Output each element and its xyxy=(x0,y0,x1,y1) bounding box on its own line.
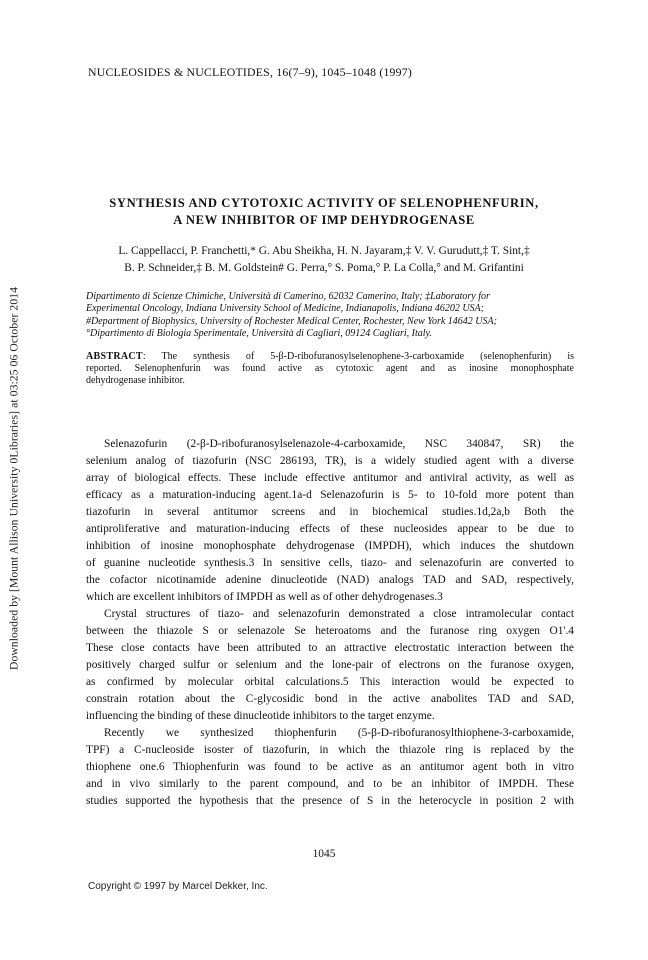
body-line: influencing the binding of these dinucleotide inhibitors to the target enzyme. xyxy=(86,710,435,722)
copyright-notice: Copyright © 1997 by Marcel Dekker, Inc. xyxy=(88,881,268,892)
body-line: tiazofurin in several antitumor screens and in biochemical studies.1d,2a,b Both the xyxy=(86,506,574,518)
body-line: These close contacts have been attributed to an attractive electrostatic interaction between the xyxy=(86,642,574,654)
page-number: 1045 xyxy=(312,848,336,860)
body-line: array of biological effects. These include effective antitumor and antiviral activity, as well as xyxy=(86,472,574,484)
body-line: inhibition of inosine monophosphate dehydrogenase (IMPDH), which induces the shutdown xyxy=(86,540,574,552)
body-line: Crystal structures of tiazo- and selenazofurin demonstrated a close intramolecular contact xyxy=(104,608,574,620)
body-line: and in vivo similarly to the parent compound, and to be an inhibitor of IMPDH. These xyxy=(86,778,574,790)
body-line: studies supported the hypothesis that the presence of S in the heterocycle in position 2 with xyxy=(86,795,574,807)
abstract-line: reported. Selenophenfurin was found active as cytotoxic agent and as inosine monophosphate xyxy=(86,363,574,374)
journal-header: NUCLEOSIDES & NUCLEOTIDES, 16(7–9), 1045–1048 (1997) xyxy=(88,65,412,79)
author-line-1: L. Cappellacci, P. Franchetti,* G. Abu Sheikha, H. N. Jayaram,‡ V. V. Gurudutt,‡ T. Sint,‡ xyxy=(118,245,530,257)
title-line-2: A NEW INHIBITOR OF IMP DEHYDROGENASE xyxy=(173,213,475,227)
affiliation-line: #Department of Biophysics, University of Rochester Medical Center, Rochester, New York 14642 USA; xyxy=(86,315,497,327)
download-watermark-text: Downloaded by [Mount Allison University 0Libraries] at 03:25 06 October 2014 xyxy=(7,286,21,671)
author-list xyxy=(70,243,578,277)
body-line: selenium analog of tiazofurin (NSC 286193, TR), is a widely studied agent with a diverse xyxy=(86,455,574,467)
affiliation-line: °Dipartimento di Biologia Sperimentale, Università di Cagliari, 09124 Cagliari, Italy. xyxy=(86,328,432,340)
title-line-1: SYNTHESIS AND CYTOTOXIC ACTIVITY OF SELENOPHENFURIN, xyxy=(109,196,539,210)
body-line: of guanine nucleotide synthesis.3 In sensitive cells, tiazo- and selenazofurin are converted to xyxy=(86,557,574,569)
body-line: thiophene one.6 Thiophenfurin was found to be active as an antitumor agent both in vitro xyxy=(86,761,574,773)
body-line: between the thiazole S or selenazole Se heteroatoms and the furanose ring oxygen O1'.4 xyxy=(86,625,574,637)
affiliations xyxy=(86,291,576,341)
affiliation-line: Dipartimento di Scienze Chimiche, Università di Camerino, 62032 Camerino, Italy; ‡Laboratory for xyxy=(86,291,490,302)
body-line: Selenazofurin (2-β-D-ribofuranosylselenazole-4-carboxamide, NSC 340847, SR) the xyxy=(104,438,574,450)
affiliation-line: Experimental Oncology, Indiana University School of Medicine, Indianapolis, Indiana 46202 USA; xyxy=(86,303,484,315)
abstract-line-text: : The synthesis of 5-β-D-ribofuranosylselenophene-3-carboxamide (selenophenfurin) is xyxy=(142,351,574,362)
body-line: antiproliferative and maturation-inducing effects of these nucleosides appear to be due to xyxy=(86,523,574,535)
body-line: the cofactor nicotinamide adenine dinucleotide (NAD) analogs TAD and SAD, respectively, xyxy=(86,574,574,586)
body-line: Recently we synthesized thiophenfurin (5-β-D-ribofuranosylthiophene-3-carboxamide, xyxy=(104,727,574,739)
author-line-2: B. P. Schneider,‡ B. M. Goldstein# G. Perra,° S. Poma,° P. La Colla,° and M. Grifantini xyxy=(124,262,524,274)
abstract xyxy=(86,351,574,387)
abstract-line xyxy=(86,351,574,363)
abstract-label: ABSTRACT xyxy=(86,351,143,362)
body-line: TPF) a C-nucleoside isoster of tiazofurin, in which the thiazole ring is replaced by the xyxy=(86,744,574,756)
body-line: constrain rotation about the C-glycosidic bond in the active anabolites TAD and SAD, xyxy=(86,693,574,705)
abstract-line: dehydrogenase inhibitor. xyxy=(86,375,185,386)
body-line: as confirmed by molecular orbital calculations.5 This interaction would be expected to xyxy=(86,676,574,688)
body-line: which are excellent inhibitors of IMPDH as well as of other dehydrogenases.3 xyxy=(86,591,443,603)
paper-title xyxy=(70,195,578,229)
body-text xyxy=(86,436,574,810)
body-line: efficacy as a maturation-inducing agent.1a-d Selenazofurin is 5- to 10-fold more potent than xyxy=(86,489,574,501)
body-line: positively charged sulfur or selenium and the lone-pair of electrons on the furanose oxygen, xyxy=(86,659,574,671)
